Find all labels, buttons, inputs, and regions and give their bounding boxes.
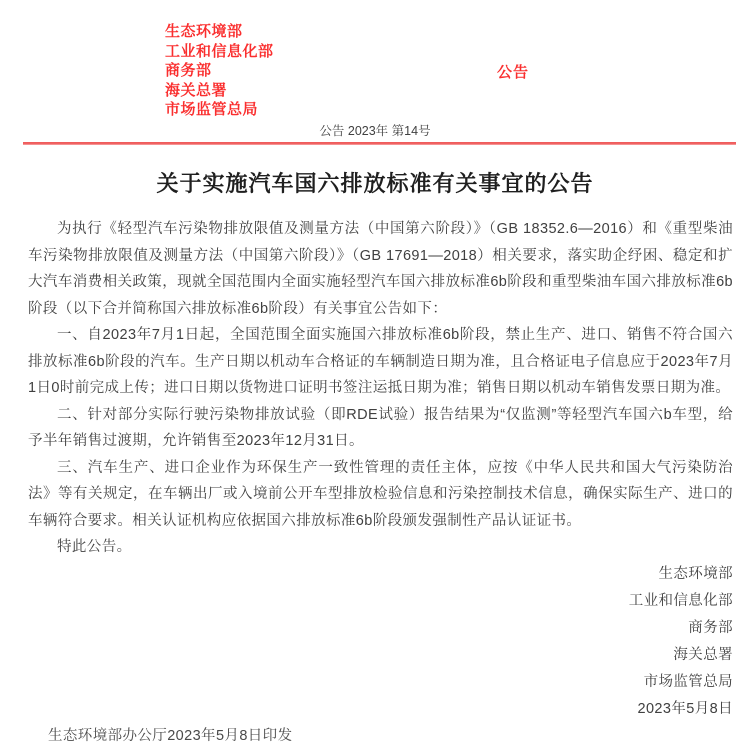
- signature-agency: 工业和信息化部: [628, 592, 733, 609]
- letterhead-agencies: [165, 22, 274, 120]
- paragraph-closing: 特此公告。: [57, 539, 132, 555]
- paragraph-item-2: 二、针对部分实际行驶污染物排放试验（即RDE试验）报告结果为“仅监测”等轻型汽车国六b车型，给予半年销售过渡期，允许销售至2023年12月31日。: [28, 406, 733, 449]
- paragraph-item-1: 一、自2023年7月1日起，全国范围全面实施国六排放标准6b阶段，禁止生产、进口、销售不符合国六排放标准6b阶段的汽车。生产日期以机动车合格证的车辆制造日期为准，且合格证电子信息应于2023年7月1日0时前完成上传；进口日期以货物进口证明书签注运抵日期为准；销售日期以机动车销售发票日期为准。: [28, 327, 733, 396]
- letterhead-agency: 生态环境部: [165, 23, 243, 40]
- page-title: 关于实施汽车国六排放标准有关事宜的公告: [156, 171, 594, 196]
- document-body: [28, 216, 733, 750]
- paragraph-preamble: 为执行《轻型汽车污染物排放限值及测量方法（中国第六阶段）》（GB 18352.6—2016）和《重型柴油车污染物排放限值及测量方法（中国第六阶段）》（GB 17691—2018）相关要求，落实助企纾困、稳定和扩大汽车消费相关政策，现就全国范围内全面实施轻型汽车国六排放标准6b阶段和重型柴油车国六排放标准6b阶段（以下合并简称国六排放标准6b阶段）有关事宜公告如下：: [28, 221, 733, 317]
- letterhead-agency: 海关总署: [165, 81, 228, 99]
- signature-block: [28, 561, 733, 723]
- signature-agency: 市场监管总局: [643, 673, 733, 690]
- imprint-line: 生态环境部办公厅2023年5月8日印发: [48, 727, 293, 744]
- signature-date: 2023年5月8日: [637, 700, 733, 717]
- document-number: 公告 2023年 第14号: [319, 124, 431, 138]
- letterhead-agency: 商务部: [165, 62, 212, 79]
- red-divider-line: [23, 142, 736, 145]
- letterhead-agency: 工业和信息化部: [165, 42, 274, 60]
- notice-type-label: 公告: [497, 64, 530, 81]
- letterhead-agency: 市场监管总局: [165, 101, 259, 118]
- signature-agency: 海关总署: [673, 646, 733, 663]
- signature-agency: 商务部: [688, 619, 733, 636]
- paragraph-item-3: 三、汽车生产、进口企业作为环保生产一致性管理的责任主体，应按《中华人民共和国大气污染防治法》等有关规定，在车辆出厂或入境前公开车型排放检验信息和污染控制技术信息，确保实际生产、进口的车辆符合要求。相关认证机构应依据国六排放标准6b阶段颁发强制性产品认证证书。: [28, 459, 733, 529]
- signature-agency: 生态环境部: [658, 565, 733, 582]
